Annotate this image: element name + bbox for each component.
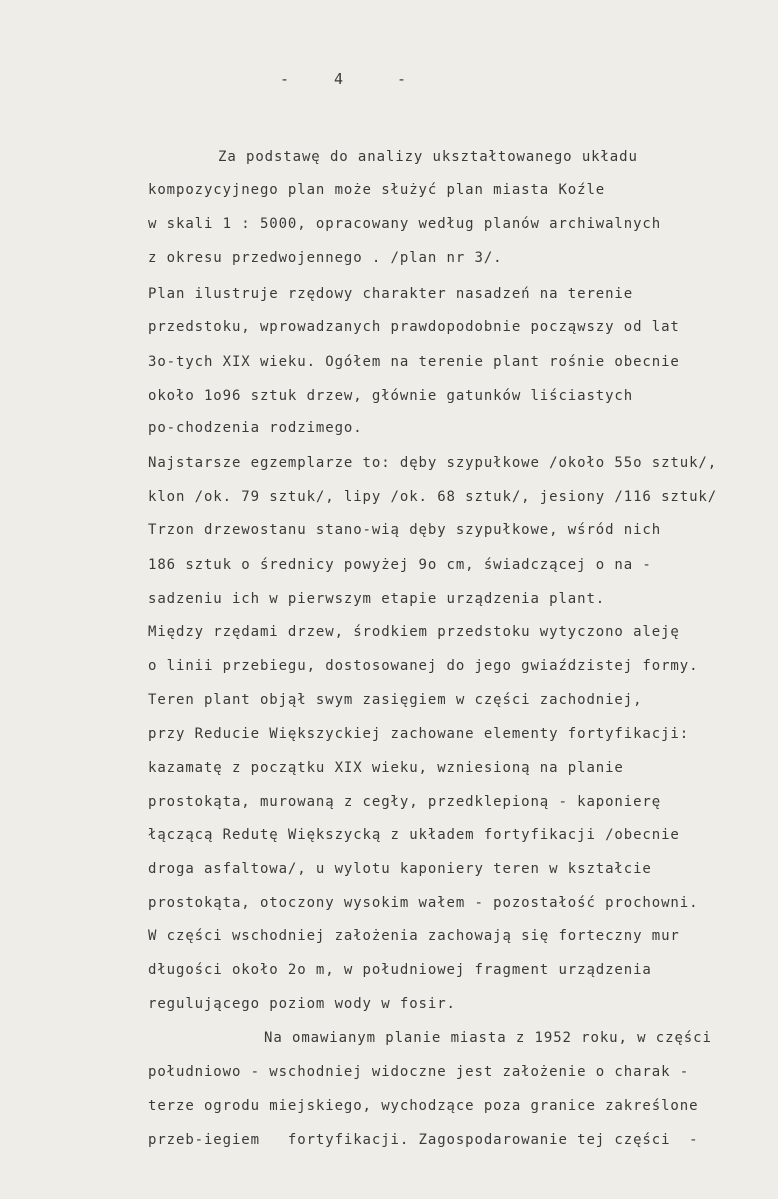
text-line: W części wschodniej założenia zachowają się forteczny mur bbox=[148, 928, 680, 944]
text-line: regulującego poziom wody w fosir. bbox=[148, 996, 456, 1012]
text-line: klon /ok. 79 sztuk/, lipy /ok. 68 sztuk/, jesiony /116 sztuk/ bbox=[148, 489, 718, 505]
text-line: o linii przebiegu, dostosowanej do jego gwiaździstej formy. bbox=[148, 658, 699, 674]
text-line: prostokąta, murowaną z cegły, przedklepioną - kaponierę bbox=[148, 794, 662, 810]
text-line: 3o-tych XIX wieku. Ogółem na terenie plant rośnie obecnie bbox=[148, 354, 680, 370]
text-line: kazamatę z początku XIX wieku, wzniesioną na planie bbox=[148, 760, 624, 776]
text-line: droga asfaltowa/, u wylotu kaponiery teren w kształcie bbox=[148, 861, 652, 877]
text-line: terze ogrodu miejskiego, wychodzące poza granice zakreślone bbox=[148, 1098, 699, 1114]
page-number-dash-right: - bbox=[397, 70, 408, 88]
text-line: przedstoku, wprowadzanych prawdopodobnie począwszy od lat bbox=[148, 319, 680, 335]
text-line: około 1o96 sztuk drzew, głównie gatunków liściastych bbox=[148, 388, 634, 404]
text-line: przy Reducie Większyckiej zachowane elementy fortyfikacji: bbox=[148, 726, 690, 742]
text-line: południowo - wschodniej widoczne jest założenie o charak - bbox=[148, 1064, 690, 1080]
text-line: łączącą Redutę Większycką z układem fortyfikacji /obecnie bbox=[148, 827, 680, 843]
text-line: kompozycyjnego plan może służyć plan miasta Koźle bbox=[148, 182, 606, 198]
text-line: 186 sztuk o średnicy powyżej 9o cm, świadczącej o na - bbox=[148, 557, 652, 573]
text-line: długości około 2o m, w południowej fragment urządzenia bbox=[148, 962, 652, 978]
text-line: po-chodzenia rodzimego. bbox=[148, 420, 363, 436]
page-number-value: 4 bbox=[334, 70, 345, 88]
text-line: prostokąta, otoczony wysokim wałem - pozostałość prochowni. bbox=[148, 895, 699, 911]
text-line: Teren plant objął swym zasięgiem w części zachodniej, bbox=[148, 692, 643, 708]
text-line: Między rzędami drzew, środkiem przedstoku wytyczono aleję bbox=[148, 624, 680, 640]
text-line: Plan ilustruje rzędowy charakter nasadzeń na terenie bbox=[148, 286, 634, 302]
text-line: Najstarsze egzemplarze to: dęby szypułkowe /około 55o sztuk/, bbox=[148, 455, 718, 471]
text-line: Na omawianym planie miasta z 1952 roku, w części bbox=[264, 1030, 712, 1046]
text-line: w skali 1 : 5000, opracowany według planów archiwalnych bbox=[148, 216, 662, 232]
text-line: sadzeniu ich w pierwszym etapie urządzenia plant. bbox=[148, 591, 606, 607]
text-line: z okresu przedwojennego . /plan nr 3/. bbox=[148, 250, 503, 266]
text-line: Trzon drzewostanu stano-wią dęby szypułkowe, wśród nich bbox=[148, 522, 662, 538]
page-number-dash-left: - bbox=[280, 70, 291, 88]
text-line: przeb-iegiem fortyfikacji. Zagospodarowanie tej części - bbox=[148, 1132, 699, 1148]
text-line: Za podstawę do analizy ukształtowanego układu bbox=[218, 149, 638, 165]
